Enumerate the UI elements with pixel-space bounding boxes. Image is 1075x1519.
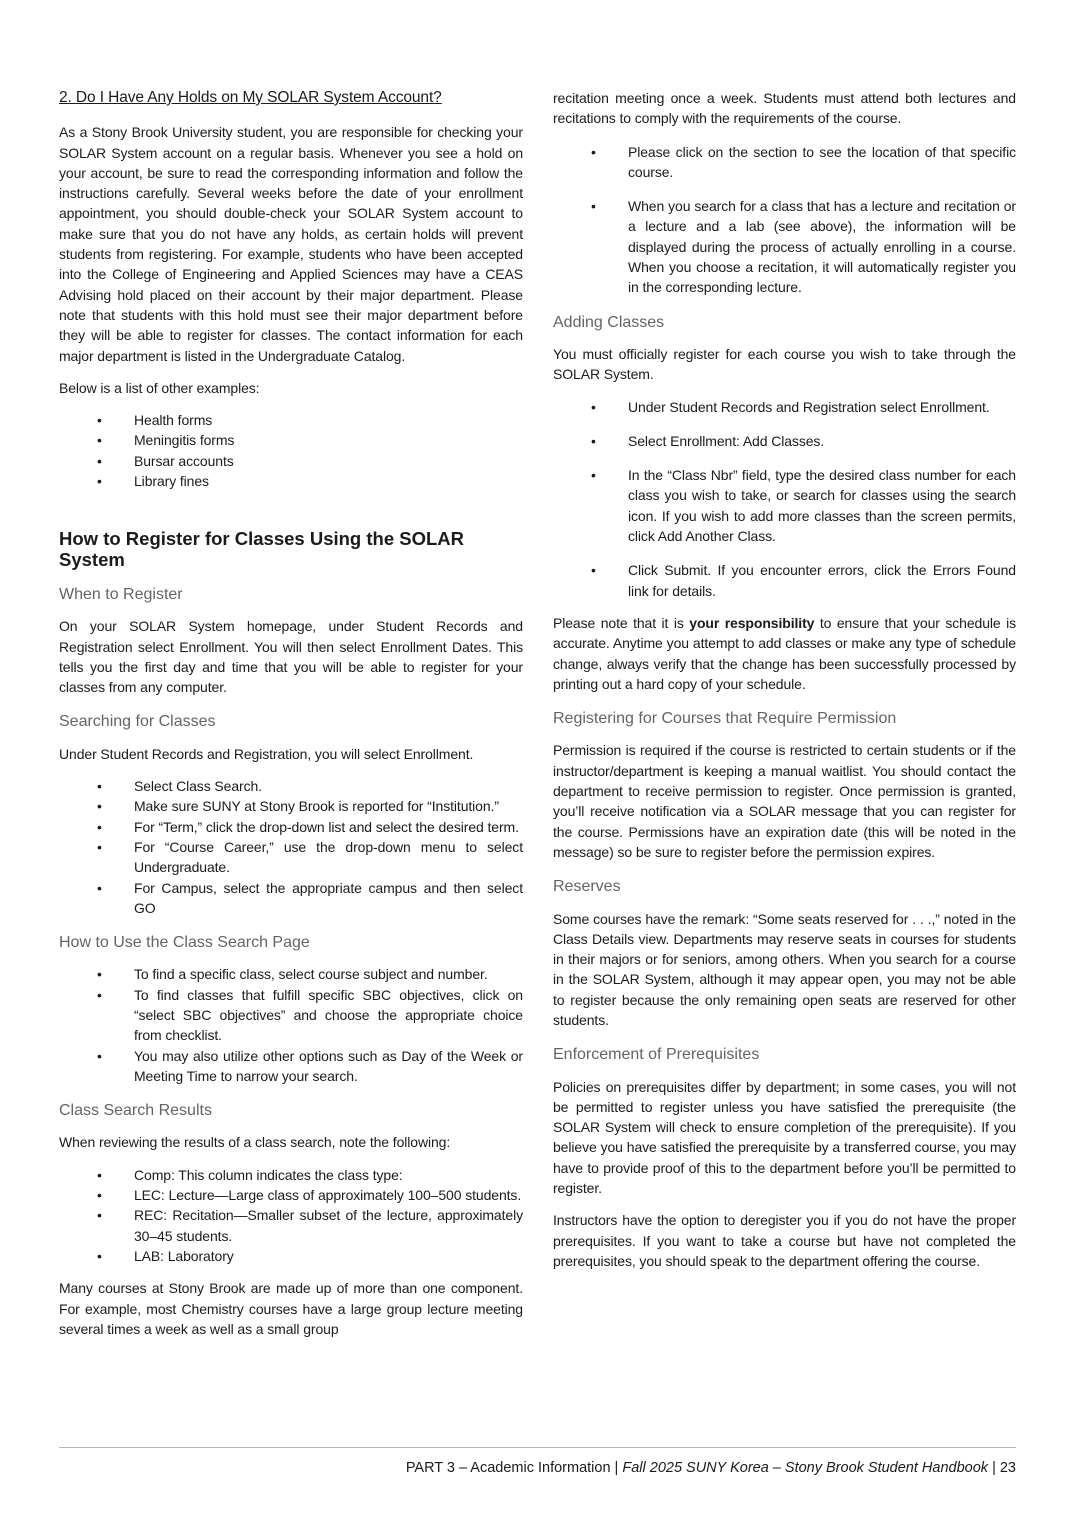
class-type-list — [59, 1165, 523, 1266]
list-item: • Please click on the section to see the location of that specific course. — [553, 142, 1016, 183]
permission-paragraph: Permission is required if the course is restricted to certain students or if the instructor/department is keeping a manual waitlist. You should contact the department to receive permission to register. Once permission is granted, you’ll receive notification via a SOLAR message that you can register for the course. Permissions have an expiration date (this will be noted in the message) so be sure to register before the permission expires. — [553, 742, 1016, 860]
list-item: • Click Submit. If you encounter errors, click the Errors Found link for details. — [553, 560, 1016, 601]
right-column — [553, 88, 1016, 1351]
list-item: • In the “Class Nbr” field, type the desired class number for each class you wish to take, or search for classes using the search icon. If you wish to add more classes than the screen permits, click Add Another Class. — [553, 465, 1016, 546]
recitation-paragraph: recitation meeting once a week. Students must attend both lectures and recitations to comply with the requirements of the course. — [553, 90, 1016, 127]
search-steps-list — [59, 776, 523, 918]
prerequisites-paragraph: Policies on prerequisites differ by department; in some cases, you will not be permitted to register unless you have satisfied the prerequisite (the SOLAR System will check to ensure completion of the prerequisite). If you believe you have satisfied the prerequisite by a transferred course, you may have to provide proof of this to the department before you’ll be permitted to register. — [553, 1078, 1016, 1197]
results-intro: When reviewing the results of a class search, note the following: — [59, 1134, 451, 1151]
list-item: • Bursar accounts — [59, 451, 523, 471]
list-item: • Health forms — [59, 410, 523, 430]
when-to-register-subheading: When to Register — [59, 585, 183, 603]
list-item: • For “Term,” click the drop-down list and select the desired term. — [59, 817, 523, 837]
searching-for-classes-subheading: Searching for Classes — [59, 713, 216, 731]
page-footer — [0, 1447, 1075, 1519]
list-item: • For Campus, select the appropriate campus and then select GO — [59, 878, 523, 919]
list-item: • When you search for a class that has a lecture and recitation or a lecture and a lab (see above), the information will be displayed during the process of actually enrolling in a course. When you choose a recitation, it will automatically register you in the corresponding lecture. — [553, 196, 1016, 297]
list-item: • Make sure SUNY at Stony Brook is reported for “Institution.” — [59, 796, 523, 816]
holds-heading: 2. Do I Have Any Holds on My SOLAR System Account? — [59, 89, 442, 106]
reserves-paragraph: Some courses have the remark: “Some seats reserved for . . .,” noted in the Class Details view. Departments may reserve seats in courses for students in their majors or for seniors, among others. When you search for a course in the SOLAR System, although it may appear open, you may not be able to register because the only remaining open seats are reserved for other students. — [553, 910, 1016, 1028]
list-item: • Comp: This column indicates the class type: — [59, 1165, 523, 1185]
footer-handbook-title: Fall 2025 SUNY Korea – Stony Brook Student Handbook — [622, 1460, 989, 1476]
prerequisites-subheading: Enforcement of Prerequisites — [553, 1046, 760, 1064]
section-tips-list — [553, 142, 1016, 298]
note-bold-phrase: your responsibility — [689, 614, 815, 631]
list-item: • LAB: Laboratory — [59, 1246, 523, 1266]
list-item: • To find classes that fulfill specific SBC objectives, click on “select SBC objectives” and choose the appropriate choice from checklist. — [59, 985, 523, 1046]
left-column — [59, 88, 523, 1351]
footer-page-number: | 23 — [988, 1460, 1016, 1476]
note-text: to ensure that your schedule is accurate. Anytime you attempt to add classes or make any type of schedule change, always verify that the change has been successfully processed by printing out a hard copy of your schedule. — [553, 614, 1017, 692]
list-item: • Meningitis forms — [59, 430, 523, 450]
deregister-paragraph: Instructors have the option to deregister you if you do not have the proper prerequisites. If you want to take a course but have not completed the prerequisites, you should speak to the department offering the course. — [553, 1212, 1016, 1269]
register-section-heading: How to Register for Classes Using the SOLAR System — [59, 528, 465, 570]
searching-intro: Under Student Records and Registration, you will select Enrollment. — [59, 745, 474, 762]
reserves-subheading: Reserves — [553, 878, 621, 896]
note-text: Please note that it is — [553, 614, 690, 631]
class-search-tips-list — [59, 964, 523, 1086]
adding-steps-list — [553, 397, 1016, 601]
list-item: • Under Student Records and Registration select Enrollment. — [553, 397, 1016, 417]
footer-part-label: PART 3 – Academic Information | — [405, 1460, 623, 1476]
when-to-register-paragraph: On your SOLAR System homepage, under Student Records and Registration select Enrollment. You will then select Enrollment Dates. This tells you the first day and time that you will be able to register for your classes from any computer. — [59, 618, 523, 696]
footer-text — [59, 1447, 1016, 1476]
examples-list — [59, 410, 523, 491]
components-paragraph: Many courses at Stony Brook are made up of more than one component. For example, most Chemistry courses have a large group lecture meeting several times a week as well as a small group — [59, 1280, 523, 1337]
class-search-page-subheading: How to Use the Class Search Page — [59, 934, 310, 952]
holds-paragraph: As a Stony Brook University student, you are responsible for checking your SOLAR System account on a regular basis. Whenever you see a hold on your account, be sure to read the corresponding information and follow the instructions carefully. Several weeks before the date of your enrollment appointment, you should double-check your SOLAR System account to make sure that you do not have any holds, as certain holds will prevent students from registering. For example, students who have been accepted into the College of Engineering and Applied Sciences may have a CEAS Advising hold placed on their account by their major department. Please note that students with this hold must see their major department before they will be able to register for classes. The contact information for each major department is listed in the Undergraduate Catalog. — [59, 124, 523, 364]
list-item: • REC: Recitation—Smaller subset of the lecture, approximately 30–45 students. — [59, 1205, 523, 1246]
list-item: • Select Enrollment: Add Classes. — [553, 431, 1016, 451]
adding-classes-intro: You must officially register for each course you wish to take through the SOLAR System. — [553, 345, 1016, 383]
responsibility-note — [553, 613, 1016, 694]
list-item: • Library fines — [59, 471, 523, 491]
list-item: • You may also utilize other options such as Day of the Week or Meeting Time to narrow your search. — [59, 1046, 523, 1087]
list-item: • To find a specific class, select course subject and number. — [59, 964, 523, 984]
list-item: • LEC: Lecture—Large class of approximately 100–500 students. — [59, 1185, 523, 1205]
list-item: • Select Class Search. — [59, 776, 523, 796]
examples-intro: Below is a list of other examples: — [59, 379, 260, 396]
class-search-results-subheading: Class Search Results — [59, 1102, 212, 1120]
adding-classes-subheading: Adding Classes — [553, 313, 665, 331]
two-column-layout — [59, 88, 1016, 1351]
permission-subheading: Registering for Courses that Require Permission — [553, 710, 897, 728]
list-item: • For “Course Career,” use the drop-down menu to select Undergraduate. — [59, 837, 523, 878]
